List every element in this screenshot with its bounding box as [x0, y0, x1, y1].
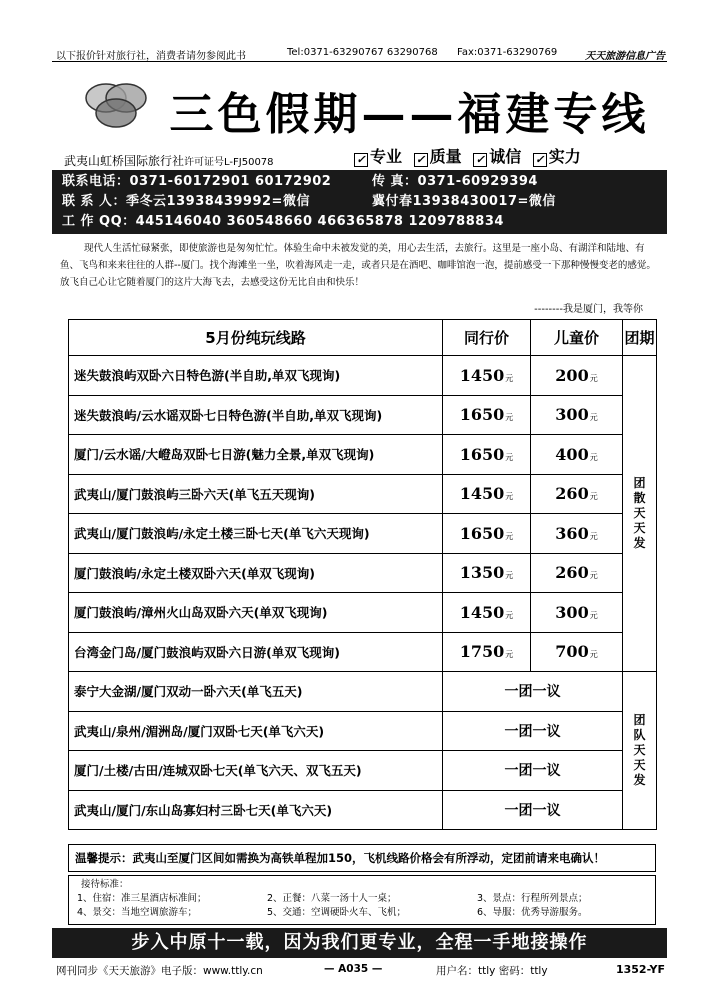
table-row: [69, 711, 657, 751]
agency-name: [64, 152, 274, 169]
slogan-banner: 步入中原十一载，因为我们更专业，全程一手地接操作: [52, 928, 667, 958]
table-row: [69, 790, 657, 830]
header-child-price: 儿童价: [531, 320, 623, 356]
standard-item: 5、交通：空调硬卧火车、飞机；: [267, 907, 407, 918]
checkbox-icon: ✓: [354, 153, 368, 167]
publisher-fax: Fax:0371-63290769: [457, 47, 558, 58]
routes-table: [68, 319, 657, 830]
table-row: [69, 514, 657, 554]
negotiable-price: 一团一议: [443, 751, 623, 791]
intro-paragraph: 现代人生活忙碌紧张，即使旅游也是匆匆忙忙。体验生命中未被发觉的美，用心去生活，去旅行。这里是一座小岛、有湖洋和陆地、有鱼、飞鸟和来来往往的人群--厦门。找个海滩坐一坐，吹着海风走一走，或者只是在酒吧、咖啡馆泡一泡，提前感受一下那种慢慢变老的感觉。放飞自己心让它随着厦门的这片大海飞去，去感受这份无比自由和快乐！: [60, 243, 656, 288]
table-row: [69, 395, 657, 435]
route-name: 厦门鼓浪屿/永定土楼双卧六天(单双飞现询): [69, 553, 443, 593]
agency-name-text: 武夷山虹桥国际旅行社: [64, 154, 185, 168]
adult-price: 1650元: [443, 514, 531, 554]
footer-page-number: — A035 —: [324, 963, 383, 975]
quality-badges: [354, 144, 587, 167]
table-row: [69, 356, 657, 396]
route-name: 台湾金门岛/厦门鼓浪屿双卧六日游(单双飞现询): [69, 632, 443, 672]
adult-price: 1450元: [443, 474, 531, 514]
table-row: [69, 553, 657, 593]
table-row: [69, 751, 657, 791]
child-price: 260元: [531, 474, 623, 514]
checkbox-icon: ✓: [533, 153, 547, 167]
negotiable-price: 一团一议: [443, 672, 623, 712]
intro-signature: --------我是厦门，我等你: [534, 304, 643, 315]
page-title: 三色假期——福建专线: [169, 89, 650, 140]
table-row: [69, 593, 657, 633]
routes-body: [69, 356, 657, 830]
contact-phone-row: [62, 172, 657, 192]
page-footer: [52, 962, 667, 978]
footer-code: 1352-YF: [615, 963, 665, 976]
standard-item: 4、景交：当地空调旅游车；: [77, 907, 198, 918]
standard-item: 1、住宿：准三星酒店标准间；: [77, 893, 207, 904]
checkbox-icon: ✓: [414, 153, 428, 167]
child-price: 360元: [531, 514, 623, 554]
contact-fax: 传 真：0371-60929394: [372, 174, 538, 189]
adult-price: 1750元: [443, 632, 531, 672]
child-price: 260元: [531, 553, 623, 593]
standards-grid: [77, 892, 647, 920]
table-row: [69, 632, 657, 672]
checkbox-icon: ✓: [473, 153, 487, 167]
contact-phone: 联系电话：0371-60172901 60172902: [62, 174, 332, 189]
badge-strength: ✓ 实力: [533, 147, 581, 166]
route-name: 泰宁大金湖/厦门双动一卧六天(单飞五天): [69, 672, 443, 712]
top-notice-bar: [52, 46, 667, 62]
table-row: [69, 474, 657, 514]
badge-professional: ✓ 专业: [354, 147, 402, 166]
route-name: 迷失鼓浪屿/云水谣双卧七日特色游(半自助,单双飞现询): [69, 395, 443, 435]
contact-qq: 工 作 QQ：445146040 360548660 466365878 1209788834: [62, 214, 504, 229]
footer-login: 用户名：ttly 密码：ttly: [436, 965, 548, 977]
route-name: 厦门/土楼/古田/连城双卧七天(单飞六天、双飞五天): [69, 751, 443, 791]
publisher-tel: Tel:0371-63290767 63290768: [287, 47, 438, 58]
child-price: 300元: [531, 395, 623, 435]
header-route: 5月份纯玩线路: [69, 320, 443, 356]
footer-sync: 网刊同步《天天旅游》电子版：www.ttly.cn: [56, 965, 263, 977]
table-row: [69, 435, 657, 475]
contact-person-2: 冀付春13938430017=微信: [372, 194, 556, 209]
badge-quality: ✓ 质量: [414, 147, 462, 166]
agency-only-notice: 以下报价针对旅行社，消费者请勿参阅此书: [56, 51, 246, 62]
contact-person-row: [62, 192, 657, 212]
child-price: 300元: [531, 593, 623, 633]
route-name: 武夷山/泉州/湄洲岛/厦门双卧七天(单飞六天): [69, 711, 443, 751]
adult-price: 1350元: [443, 553, 531, 593]
table-header-row: [69, 320, 657, 356]
group-schedule-team: 团 队 天 天 发: [623, 672, 657, 830]
adult-price: 1450元: [443, 593, 531, 633]
contact-qq-row: [62, 212, 657, 232]
route-name: 厦门鼓浪屿/漳州火山岛双卧六天(单双飞现询): [69, 593, 443, 633]
route-name: 武夷山/厦门/东山岛寡妇村三卧七天(单飞六天): [69, 790, 443, 830]
contact-band: [52, 170, 667, 234]
route-name: 武夷山/厦门鼓浪屿/永定土楼三卧七天(单飞六天现询): [69, 514, 443, 554]
route-name: 厦门/云水谣/大嶝岛双卧七日游(魅力全景,单双飞现询): [69, 435, 443, 475]
group-schedule-scatter: 团 散 天 天 发: [623, 356, 657, 672]
adult-price: 1650元: [443, 435, 531, 475]
contact-person-1: 联 系 人：季冬云13938439992=微信: [62, 194, 310, 209]
negotiable-price: 一团一议: [443, 711, 623, 751]
header-group-date: 团期: [623, 320, 657, 356]
header-adult-price: 同行价: [443, 320, 531, 356]
service-standards: [68, 875, 656, 925]
badge-integrity: ✓ 诚信: [473, 147, 521, 166]
standards-heading: 接待标准：: [81, 879, 129, 890]
publisher-brand: 天天旅游信息广告: [585, 51, 665, 62]
route-name: 武夷山/厦门鼓浪屿三卧六天(单飞五天现询): [69, 474, 443, 514]
advert-page: [52, 40, 667, 980]
three-circles-logo-icon: [80, 80, 152, 130]
agency-license: 许可证号L-FJ50078: [184, 157, 274, 168]
adult-price: 1650元: [443, 395, 531, 435]
table-row: [69, 672, 657, 712]
child-price: 200元: [531, 356, 623, 396]
standard-item: 6、导服：优秀导游服务。: [477, 907, 588, 918]
route-name: 迷失鼓浪屿双卧六日特色游(半自助,单双飞现询): [69, 356, 443, 396]
standard-item: 2、正餐：八菜一汤十人一桌；: [267, 893, 397, 904]
standard-item: 3、景点：行程所列景点；: [477, 893, 588, 904]
warm-tip: 温馨提示：武夷山至厦门区间如需换为高铁单程加150，飞机线路价格会有所浮动，定团前请来电确认！: [68, 844, 656, 872]
negotiable-price: 一团一议: [443, 790, 623, 830]
child-price: 400元: [531, 435, 623, 475]
child-price: 700元: [531, 632, 623, 672]
adult-price: 1450元: [443, 356, 531, 396]
